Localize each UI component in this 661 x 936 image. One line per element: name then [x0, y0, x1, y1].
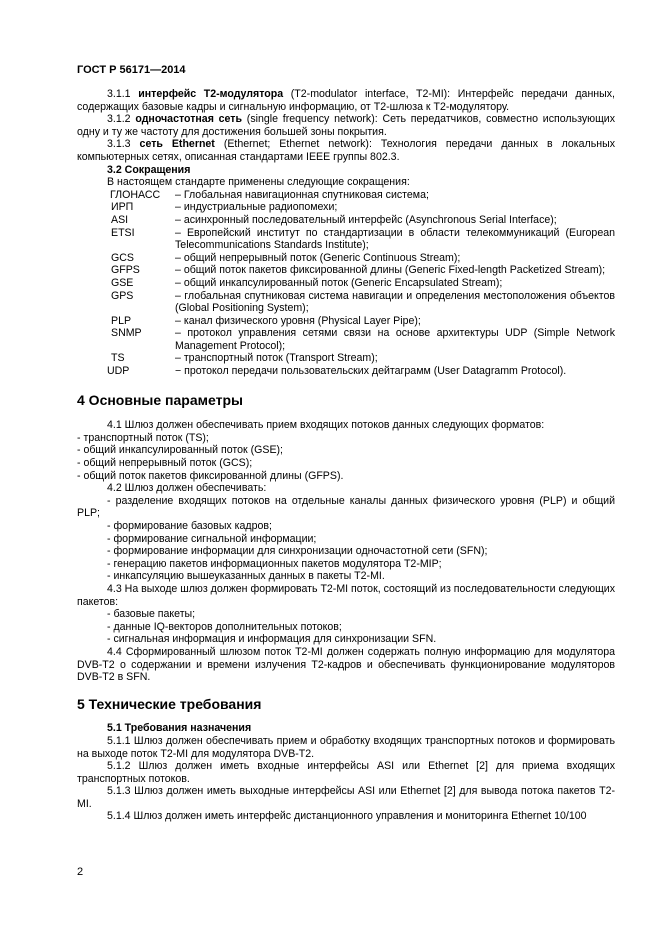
paragraph-4-1: 4.1 Шлюз должен обеспечивать прием входящих потоков данных следующих форматов: [107, 419, 545, 432]
subsection-5-1-heading: 5.1 Требования назначения [107, 722, 252, 735]
definitions [77, 88, 615, 164]
paragraph-5-1-3: 5.1.3 Шлюз должен иметь выходные интерфейсы ASI или Ethernet [2] для вывода потока пакетов Т2-MI. [77, 785, 615, 810]
section-5-heading: 5 Технические требования [77, 695, 262, 712]
abbreviations-intro: В настоящем стандарте применены следующие сокращения: [107, 176, 410, 189]
abbreviation-item: GPS – глобальная спутниковая система навигации и определения местоположения объектов (Global Positioning System); [111, 289, 615, 315]
document-header: ГОСТ Р 56171—2014 [77, 64, 186, 76]
paragraph-4-4: 4.4 Сформированный шлюзом поток Т2-MI должен содержать полную информацию для модулятора DVB-T2 о содержании и времени излучения Т2-кадров и обеспечивать функционирование модуляторов DVB-T2 в SFN. [77, 645, 615, 684]
paragraph-4-2: 4.2 Шлюз должен обеспечивать: [107, 482, 267, 495]
list-item: - сигнальная информация и информация для синхронизации SFN. [107, 633, 437, 646]
abbreviation-item: SNMP – протокол управления сетями связи на основе архитектуры UDP (Simple Network Management Protocol); [111, 327, 615, 352]
list-item: - генерацию пакетов информационных пакетов модулятора Т2-MIP; [107, 557, 442, 570]
list-item: - общий непрерывный поток (GCS); [77, 457, 253, 470]
definition-3-1-1: 3.1.1 интерфейс Т2-модулятора (T2-modulator interface, T2-MI): Интерфейс передачи данных, содержащих базовые кадры и сигнальную информацию, от Т2-шлюза к Т2-модулятору. [77, 88, 615, 113]
abbreviation-item: UDP − протокол передачи пользовательских дейтаграмм (User Datagramm Protocol). [107, 365, 567, 378]
paragraph-5-1-4: 5.1.4 Шлюз должен иметь интерфейс дистанционного управления и мониторинга Ethernet 10/100 [107, 810, 587, 823]
abbreviations-heading: 3.2 Сокращения [107, 163, 191, 176]
term: интерфейс Т2-модулятора [138, 88, 284, 100]
paragraph-5-1-1: 5.1.1 Шлюз должен обеспечивать прием и обработку входящих транспортных потоков и формировать на выходе поток Т2-MI для модулятора DVB-T2. [77, 734, 615, 760]
abbreviation-item: ASI – асинхронный последовательный интерфейс (Asynchronous Serial Interface); [111, 213, 557, 226]
abbreviation-item: PLP – канал физического уровня (Physical Layer Pipe); [111, 314, 421, 327]
abbreviation-item: ETSI – Европейский институт по стандартизации в области телекоммуникаций (European Telecommunications Standards Institute); [111, 226, 615, 252]
list-item: - общий поток пакетов фиксированной длины (GFPS). [77, 469, 344, 482]
list-item: - формирование информации для синхронизации одночастотной сети (SFN); [107, 545, 488, 558]
abbreviation-item: GCS – общий непрерывный поток (Generic Continuous Stream); [111, 251, 461, 264]
abbreviation-item: GSE – общий инкапсулированный поток (Generic Encapsulated Stream); [111, 276, 503, 289]
list-item: - формирование сигнальной информации; [107, 532, 317, 545]
term: одночастотная сеть [135, 113, 243, 126]
abbreviation-item: ГЛОНАСС – Глобальная навигационная спутниковая система; [110, 188, 429, 201]
list-item: - транспортный поток (TS); [77, 431, 209, 444]
list-item: - базовые пакеты; [107, 608, 196, 621]
definition-3-1-2: 3.1.2 одночастотная сеть (single frequency network): Сеть передатчиков, совместно использующих одну и ту же частоту для достижения большей зоны покрытия. [77, 113, 615, 138]
page-number: 2 [77, 866, 84, 878]
abbreviation-list [77, 189, 615, 378]
term: сеть Ethernet [139, 138, 215, 151]
paragraph-4-3: 4.3 На выходе шлюз должен формировать Т2-MI поток, состоящий из последовательности следующих пакетов: [77, 582, 615, 608]
section-4-heading: 4 Основные параметры [77, 391, 243, 408]
list-item: - разделение входящих потоков на отдельные каналы данных физического уровня (PLP) и общий PLP; [77, 494, 615, 520]
abbreviation-item: GFPS – общий поток пакетов фиксированной длины (Generic Fixed-length Packetized Stream); [111, 264, 606, 277]
list-item: - общий инкапсулированный поток (GSE); [77, 444, 283, 457]
definition-3-1-3: 3.1.3 сеть Ethernet (Ethernet; Ethernet network): Технология передачи данных в локальных компьютерных сетях, описанная стандартами IEEE группы 802.3. [77, 138, 615, 163]
list-item: - инкапсуляцию вышеуказанных данных в пакеты Т2-MI. [107, 570, 385, 583]
page-content [77, 88, 615, 823]
abbreviation-item: ИРП – индустриальные радиопомехи; [111, 201, 338, 214]
paragraph-5-1-2: 5.1.2 Шлюз должен иметь входные интерфейсы ASI или Ethernet [2] для приема входящих транспортных потоков. [77, 760, 615, 785]
abbreviation-item: TS – транспортный поток (Transport Stream); [111, 352, 378, 365]
list-item: - формирование базовых кадров; [107, 520, 272, 532]
list-item: - данные IQ-векторов дополнительных потоков; [107, 620, 342, 633]
